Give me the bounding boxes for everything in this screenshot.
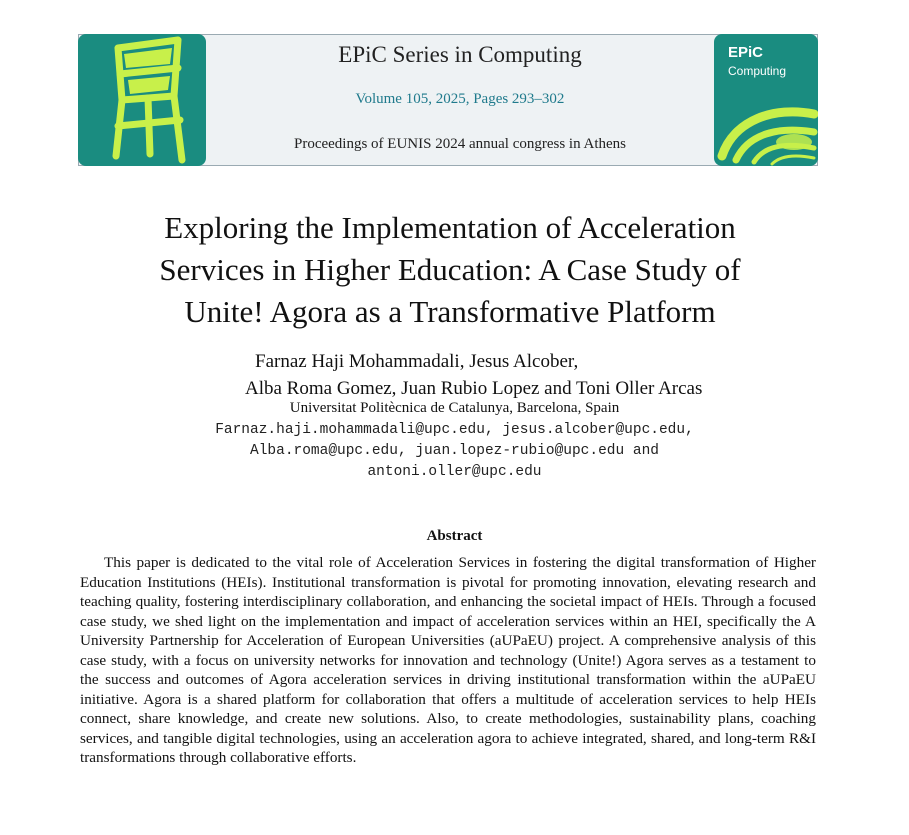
- email-line: Farnaz.haji.mohammadali@upc.edu, jesus.alcober@upc.edu,: [215, 422, 694, 438]
- series-title: EPiC Series in Computing: [338, 42, 582, 67]
- epic-logo-title: EPiC: [728, 44, 764, 61]
- epic-logo-subtitle: Computing: [728, 64, 787, 78]
- abstract-heading: Abstract: [426, 528, 483, 544]
- authors-line: Alba Roma Gomez, Juan Rubio Lopez and Toni Oller Arcas: [245, 378, 703, 399]
- epic-computing-logo-icon: [714, 34, 818, 166]
- affiliation: Universitat Politècnica de Catalunya, Barcelona, Spain: [289, 400, 620, 416]
- email-line: antoni.oller@upc.edu: [367, 464, 542, 480]
- authors-line: Farnaz Haji Mohammadali, Jesus Alcober,: [255, 351, 579, 372]
- paper-title: [90, 207, 810, 333]
- title-line: Exploring the Implementation of Acceleration: [164, 210, 736, 245]
- chair-logo-icon: [78, 34, 206, 166]
- title-line: Services in Higher Education: A Case Study of: [159, 252, 741, 287]
- email-line: Alba.roma@upc.edu, juan.lopez-rubio@upc.edu and: [250, 443, 659, 459]
- proceedings-line: Proceedings of EUNIS 2024 annual congress in Athens: [293, 136, 627, 152]
- volume-line: Volume 105, 2025, Pages 293–302: [355, 91, 565, 107]
- title-line: Unite! Agora as a Transformative Platform: [184, 294, 716, 329]
- author-emails: [0, 420, 909, 483]
- abstract-body: This paper is dedicated to the vital role of Acceleration Services in fostering the digital transformation of Higher Education Institutions (HEIs). Institutional transformation is pivotal for promoting innovation, elevating research and teaching quality, fostering interdisciplinary collaboration, and enhancing the societal impact of HEIs. Through a focused case study, we shed light on the implementation and impact of acceleration services within an HEI, specifically the A University Partnership for Acceleration of European Universities (aUPaEU) project. A comprehensive analysis of this case study, with a focus on university networks for innovation and technology (Unite!) Agora serves as a testament to the success and outcomes of Agora acceleration services in driving institutional transformation within the aUPaEU initiative. Agora is a shared platform for collaboration that offers a multitude of acceleration services to help HEIs connect, share knowledge, and create new solutions. Also, to create methodologies, sustainability plans, coaching services, and tangible digital technologies, using an acceleration agora to achieve integrated, shared, and long-term R&I transformations through collaborative efforts.: [80, 554, 816, 766]
